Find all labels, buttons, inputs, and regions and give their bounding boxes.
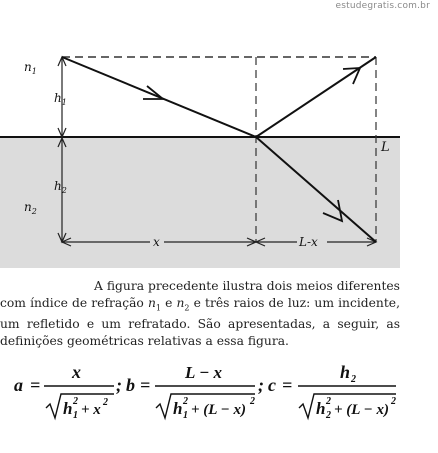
formula-block (0, 352, 438, 453)
svg-text:2: 2 (326, 410, 331, 421)
svg-text:2: 2 (351, 374, 356, 385)
svg-text:+ (L − x): + (L − x) (191, 402, 246, 418)
svg-text:2: 2 (326, 396, 331, 407)
formula-c-numerator: h (340, 362, 351, 382)
formula-sep-1: ; (116, 375, 122, 395)
formula-b-label: b (126, 375, 135, 395)
watermark: estudegratis.com.br (335, 1, 430, 11)
formula-b-equals: = (140, 375, 151, 395)
formula-a-label: a (14, 375, 23, 395)
formula-sep-2: ; (258, 375, 264, 395)
label-L: L (381, 140, 390, 155)
medium-2-region (0, 138, 400, 268)
formula-c-equals: = (282, 375, 293, 395)
label-h1: $h_1$ (54, 91, 67, 107)
formula-b-numerator: L − x (185, 363, 223, 382)
svg-text:2: 2 (183, 396, 188, 407)
label-x: x (153, 235, 160, 249)
formula-c-label: c (268, 375, 276, 395)
svg-text:2: 2 (250, 396, 255, 407)
description-paragraph: A figura precedente ilustra dois meios diferentes com índice de refração $n_1$ e $n_2$ e três raios de luz: um incidente, um refletido e um refratado. São apresentadas, a seguir, as definições geométricas relativas a essa figura. (0, 279, 400, 349)
svg-text:2: 2 (103, 397, 108, 408)
formula-a-equals: = (30, 375, 41, 395)
label-L-minus-x: L-x (299, 235, 318, 249)
svg-text:1: 1 (183, 410, 188, 421)
svg-text:h: h (173, 399, 183, 418)
svg-text:1: 1 (73, 410, 78, 421)
label-n1: $n_1$ (24, 60, 37, 76)
formula-a-numerator: x (72, 362, 81, 382)
label-n2: $n_2$ (24, 200, 37, 216)
svg-text:h: h (316, 399, 326, 418)
svg-text:h: h (63, 399, 73, 418)
svg-text:+ x: + x (81, 402, 101, 418)
svg-text:+ (L − x): + (L − x) (334, 402, 389, 418)
incident-ray (62, 57, 256, 137)
svg-text:2: 2 (73, 396, 78, 407)
label-h2: $h_2$ (54, 179, 67, 195)
svg-text:2: 2 (391, 396, 396, 407)
